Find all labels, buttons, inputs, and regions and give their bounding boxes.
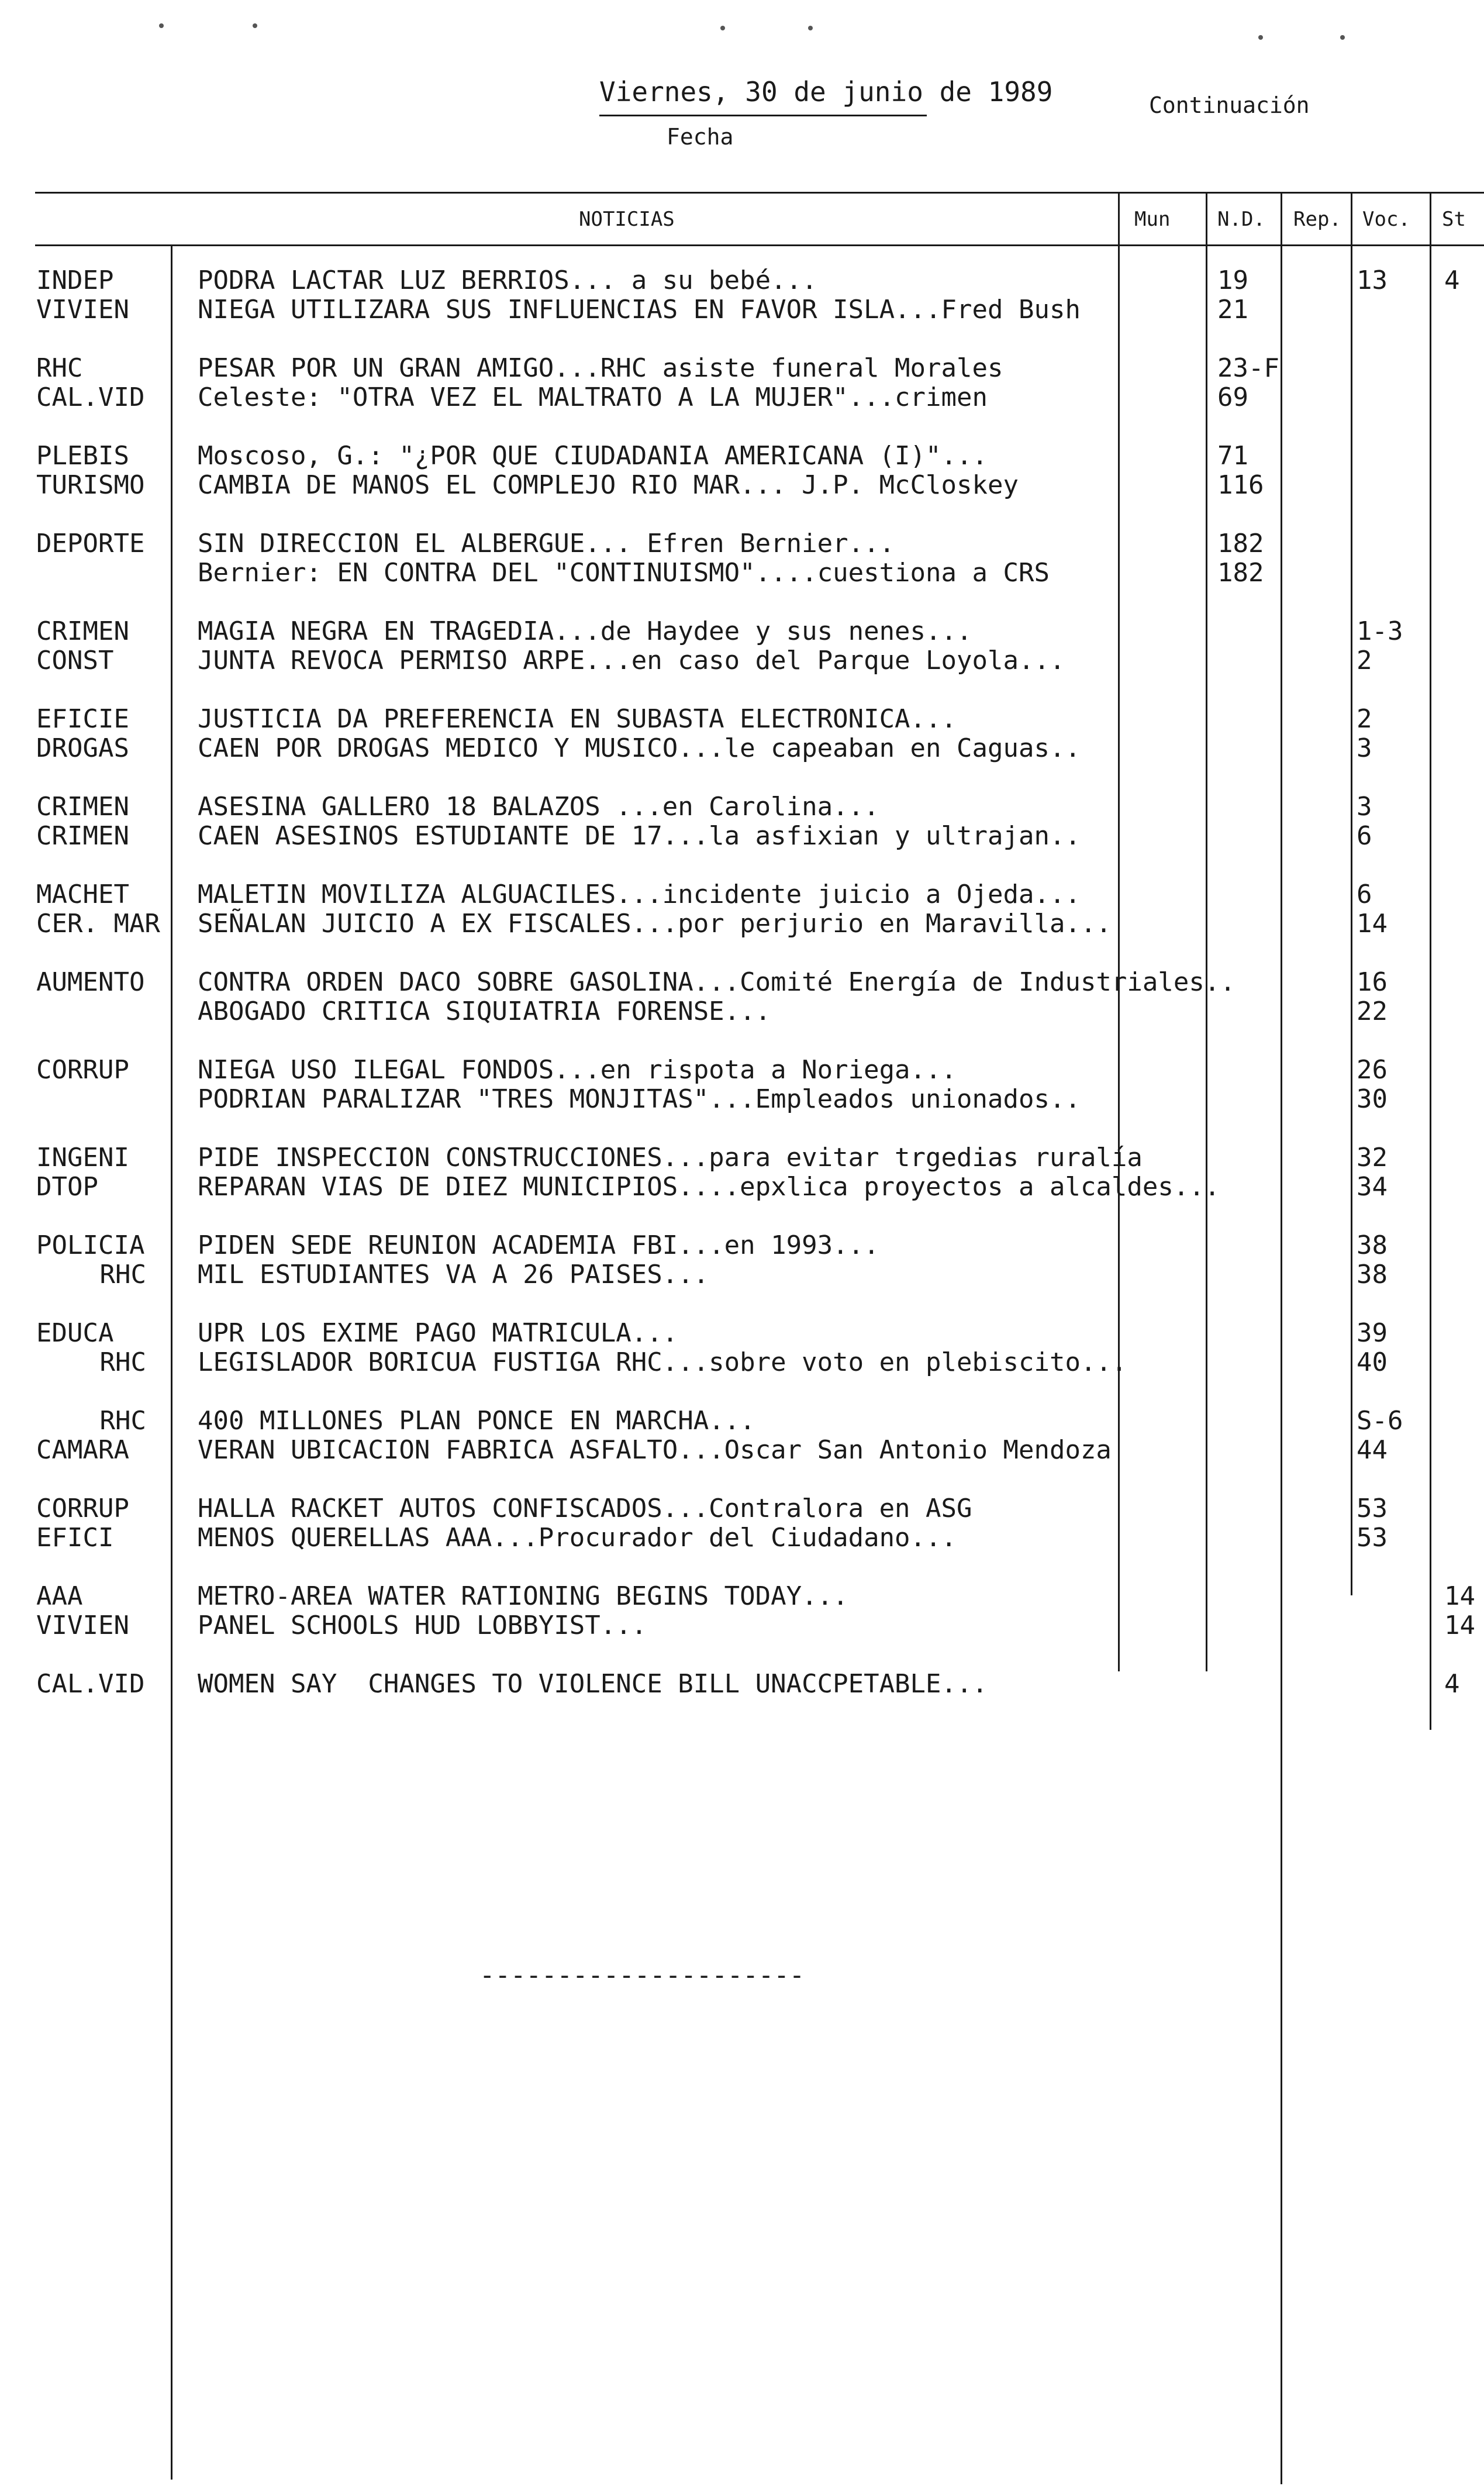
row-tag: CRIMEN xyxy=(36,821,129,851)
table-row xyxy=(0,1611,1484,1640)
row-tag: DEPORTE xyxy=(36,529,145,558)
row-st: 4 xyxy=(1444,266,1460,295)
row-voc: 6 xyxy=(1357,880,1372,909)
row-title: LEGISLADOR BORICUA FUSTIGA RHC...sobre voto en plebiscito... xyxy=(198,1347,1127,1377)
row-voc: 22 xyxy=(1357,997,1388,1026)
row-title: WOMEN SAY CHANGES TO VIOLENCE BILL UNACCPETABLE... xyxy=(198,1669,988,1699)
column-header-mun: Mun xyxy=(1134,208,1171,231)
row-tag: AAA xyxy=(36,1581,83,1611)
scan-dot xyxy=(1258,35,1263,40)
row-title: Celeste: "OTRA VEZ EL MALTRATO A LA MUJER"...crimen xyxy=(198,382,988,412)
header-row-rule xyxy=(35,244,1484,246)
row-st: 14 xyxy=(1444,1581,1475,1611)
row-tag: RHC xyxy=(36,353,83,383)
table-row xyxy=(0,1143,1484,1173)
column-header-noticias: NOTICIAS xyxy=(579,208,675,231)
row-voc: 13 xyxy=(1357,266,1388,295)
row-voc: S-6 xyxy=(1357,1406,1403,1436)
table-row xyxy=(0,997,1484,1026)
table-row xyxy=(0,1406,1484,1436)
row-voc: 44 xyxy=(1357,1435,1388,1465)
table-row xyxy=(0,734,1484,763)
row-tag: CORRUP xyxy=(36,1494,129,1523)
row-st: 4 xyxy=(1444,1669,1460,1699)
row-title: Bernier: EN CONTRA DEL "CONTINUISMO"....cuestiona a CRS xyxy=(198,558,1050,588)
table-row xyxy=(0,705,1484,734)
row-tag: CAL.VID xyxy=(36,382,145,412)
table-row xyxy=(0,1260,1484,1289)
table-row xyxy=(0,383,1484,412)
table-row xyxy=(0,529,1484,558)
table-row xyxy=(0,968,1484,997)
scan-dot xyxy=(720,26,725,30)
row-voc: 2 xyxy=(1357,646,1372,675)
row-title: NIEGA UTILIZARA SUS INFLUENCIAS EN FAVOR ISLA...Fred Bush xyxy=(198,295,1081,325)
row-title: MENOS QUERELLAS AAA...Procurador del Ciudadano... xyxy=(198,1523,957,1553)
row-voc: 30 xyxy=(1357,1084,1388,1114)
row-tag: CORRUP xyxy=(36,1055,129,1085)
row-title: PESAR POR UN GRAN AMIGO...RHC asiste funeral Morales xyxy=(198,353,1003,383)
row-tag: CRIMEN xyxy=(36,616,129,646)
closing-dash-rule: --------------------- xyxy=(479,1960,805,1990)
row-tag: TURISMO xyxy=(36,470,145,500)
row-voc: 40 xyxy=(1357,1347,1388,1377)
header-date: Viernes, 30 de junio de 1989 xyxy=(599,76,1053,108)
row-voc: 3 xyxy=(1357,733,1372,763)
row-title: REPARAN VIAS DE DIEZ MUNICIPIOS....epxlica proyectos a alcaldes... xyxy=(198,1172,1220,1202)
row-voc: 6 xyxy=(1357,821,1372,851)
row-voc: 2 xyxy=(1357,704,1372,734)
table-row xyxy=(0,354,1484,383)
row-nd: 182 xyxy=(1217,558,1264,588)
scan-dot xyxy=(159,23,164,28)
row-title: VERAN UBICACION FABRICA ASFALTO...Oscar San Antonio Mendoza xyxy=(198,1435,1112,1465)
table-row xyxy=(0,558,1484,588)
date-label: Fecha xyxy=(667,124,734,150)
table-row xyxy=(0,1523,1484,1553)
column-header-voc: Voc. xyxy=(1362,208,1410,231)
row-nd: 19 xyxy=(1217,266,1248,295)
row-tag: RHC xyxy=(99,1347,146,1377)
row-tag: AUMENTO xyxy=(36,967,145,997)
row-nd: 21 xyxy=(1217,295,1248,325)
column-header-nd: N.D. xyxy=(1217,208,1265,231)
row-nd: 182 xyxy=(1217,529,1264,558)
table-row xyxy=(0,1582,1484,1611)
row-title: SEÑALAN JUICIO A EX FISCALES...por perjurio en Maravilla... xyxy=(198,909,1112,939)
row-title: PANEL SCHOOLS HUD LOBBYIST... xyxy=(198,1611,647,1640)
row-tag: INGENI xyxy=(36,1143,129,1173)
row-title: PODRIAN PARALIZAR "TRES MONJITAS"...Empleados unionados.. xyxy=(198,1084,1081,1114)
table-row xyxy=(0,1670,1484,1699)
row-tag: RHC xyxy=(99,1260,146,1289)
row-voc: 16 xyxy=(1357,967,1388,997)
row-voc: 3 xyxy=(1357,792,1372,822)
row-voc: 1-3 xyxy=(1357,616,1403,646)
row-voc: 53 xyxy=(1357,1494,1388,1523)
row-tag: VIVIEN xyxy=(36,295,129,325)
table-row xyxy=(0,471,1484,500)
row-title: Moscoso, G.: "¿POR QUE CIUDADANIA AMERICANA (I)"... xyxy=(198,441,988,471)
scan-dot xyxy=(808,26,813,30)
row-title: MIL ESTUDIANTES VA A 26 PAISES... xyxy=(198,1260,709,1289)
row-st: 14 xyxy=(1444,1611,1475,1640)
table-row xyxy=(0,880,1484,909)
row-title: 400 MILLONES PLAN PONCE EN MARCHA... xyxy=(198,1406,755,1436)
table-row xyxy=(0,1319,1484,1348)
date-underline xyxy=(599,115,927,116)
row-tag: PLEBIS xyxy=(36,441,129,471)
row-voc: 38 xyxy=(1357,1260,1388,1289)
table-top-rule xyxy=(35,192,1484,194)
row-title: ASESINA GALLERO 18 BALAZOS ...en Carolina... xyxy=(198,792,879,822)
row-title: PIDEN SEDE REUNION ACADEMIA FBI...en 1993... xyxy=(198,1230,879,1260)
table-row xyxy=(0,295,1484,325)
row-nd: 71 xyxy=(1217,441,1248,471)
row-voc: 26 xyxy=(1357,1055,1388,1085)
row-tag: CAMARA xyxy=(36,1435,129,1465)
row-voc: 34 xyxy=(1357,1172,1388,1202)
column-header-rep: Rep. xyxy=(1293,208,1341,231)
row-voc: 14 xyxy=(1357,909,1388,939)
table-row xyxy=(0,1085,1484,1114)
row-tag: EDUCA xyxy=(36,1318,114,1348)
table-row xyxy=(0,442,1484,471)
table-row xyxy=(0,1436,1484,1465)
scan-dot xyxy=(253,23,257,28)
row-tag: DROGAS xyxy=(36,733,129,763)
row-title: CAEN ASESINOS ESTUDIANTE DE 17...la asfixian y ultrajan.. xyxy=(198,821,1081,851)
row-title: NIEGA USO ILEGAL FONDOS...en rispota a Noriega... xyxy=(198,1055,957,1085)
row-tag: EFICI xyxy=(36,1523,114,1553)
row-tag: CRIMEN xyxy=(36,792,129,822)
row-tag: DTOP xyxy=(36,1172,98,1202)
row-nd: 116 xyxy=(1217,470,1264,500)
row-nd: 69 xyxy=(1217,382,1248,412)
row-title: SIN DIRECCION EL ALBERGUE... Efren Bernier... xyxy=(198,529,895,558)
table-row xyxy=(0,1173,1484,1202)
continuation-label: Continuación xyxy=(1149,92,1310,118)
row-tag: EFICIE xyxy=(36,704,129,734)
scan-dot xyxy=(1340,35,1345,40)
row-title: HALLA RACKET AUTOS CONFISCADOS...Contralora en ASG xyxy=(198,1494,972,1523)
table-row xyxy=(0,1056,1484,1085)
row-tag: CER. MAR xyxy=(36,909,160,939)
row-tag: RHC xyxy=(99,1406,146,1436)
row-title: JUNTA REVOCA PERMISO ARPE...en caso del Parque Loyola... xyxy=(198,646,1065,675)
row-nd: 23-F xyxy=(1217,353,1279,383)
table-row xyxy=(0,909,1484,939)
table-row xyxy=(0,822,1484,851)
row-title: ABOGADO CRITICA SIQUIATRIA FORENSE... xyxy=(198,997,771,1026)
row-title: CONTRA ORDEN DACO SOBRE GASOLINA...Comité Energía de Industriales.. xyxy=(198,967,1235,997)
table-row xyxy=(0,617,1484,646)
table-row xyxy=(0,1494,1484,1523)
row-title: PODRA LACTAR LUZ BERRIOS... a su bebé... xyxy=(198,266,817,295)
row-tag: POLICIA xyxy=(36,1230,145,1260)
row-voc: 39 xyxy=(1357,1318,1388,1348)
row-title: JUSTICIA DA PREFERENCIA EN SUBASTA ELECTRONICA... xyxy=(198,704,957,734)
column-header-st: St xyxy=(1442,208,1466,231)
row-voc: 38 xyxy=(1357,1230,1388,1260)
table-row xyxy=(0,646,1484,675)
row-title: MALETIN MOVILIZA ALGUACILES...incidente juicio a Ojeda... xyxy=(198,880,1081,909)
row-tag: VIVIEN xyxy=(36,1611,129,1640)
row-title: MAGIA NEGRA EN TRAGEDIA...de Haydee y sus nenes... xyxy=(198,616,972,646)
row-voc: 32 xyxy=(1357,1143,1388,1173)
row-tag: INDEP xyxy=(36,266,114,295)
row-title: CAMBIA DE MANOS EL COMPLEJO RIO MAR... J.P. McCloskey xyxy=(198,470,1019,500)
table-row xyxy=(0,1231,1484,1260)
table-row xyxy=(0,266,1484,295)
row-tag: MACHET xyxy=(36,880,129,909)
row-tag: CAL.VID xyxy=(36,1669,145,1699)
row-tag: CONST xyxy=(36,646,114,675)
row-title: PIDE INSPECCION CONSTRUCCIONES...para evitar trgedias ruralía xyxy=(198,1143,1143,1173)
row-voc: 53 xyxy=(1357,1523,1388,1553)
row-title: UPR LOS EXIME PAGO MATRICULA... xyxy=(198,1318,678,1348)
row-title: CAEN POR DROGAS MEDICO Y MUSICO...le capeaban en Caguas.. xyxy=(198,733,1081,763)
row-title: METRO-AREA WATER RATIONING BEGINS TODAY... xyxy=(198,1581,848,1611)
table-row xyxy=(0,1348,1484,1377)
table-row xyxy=(0,792,1484,822)
